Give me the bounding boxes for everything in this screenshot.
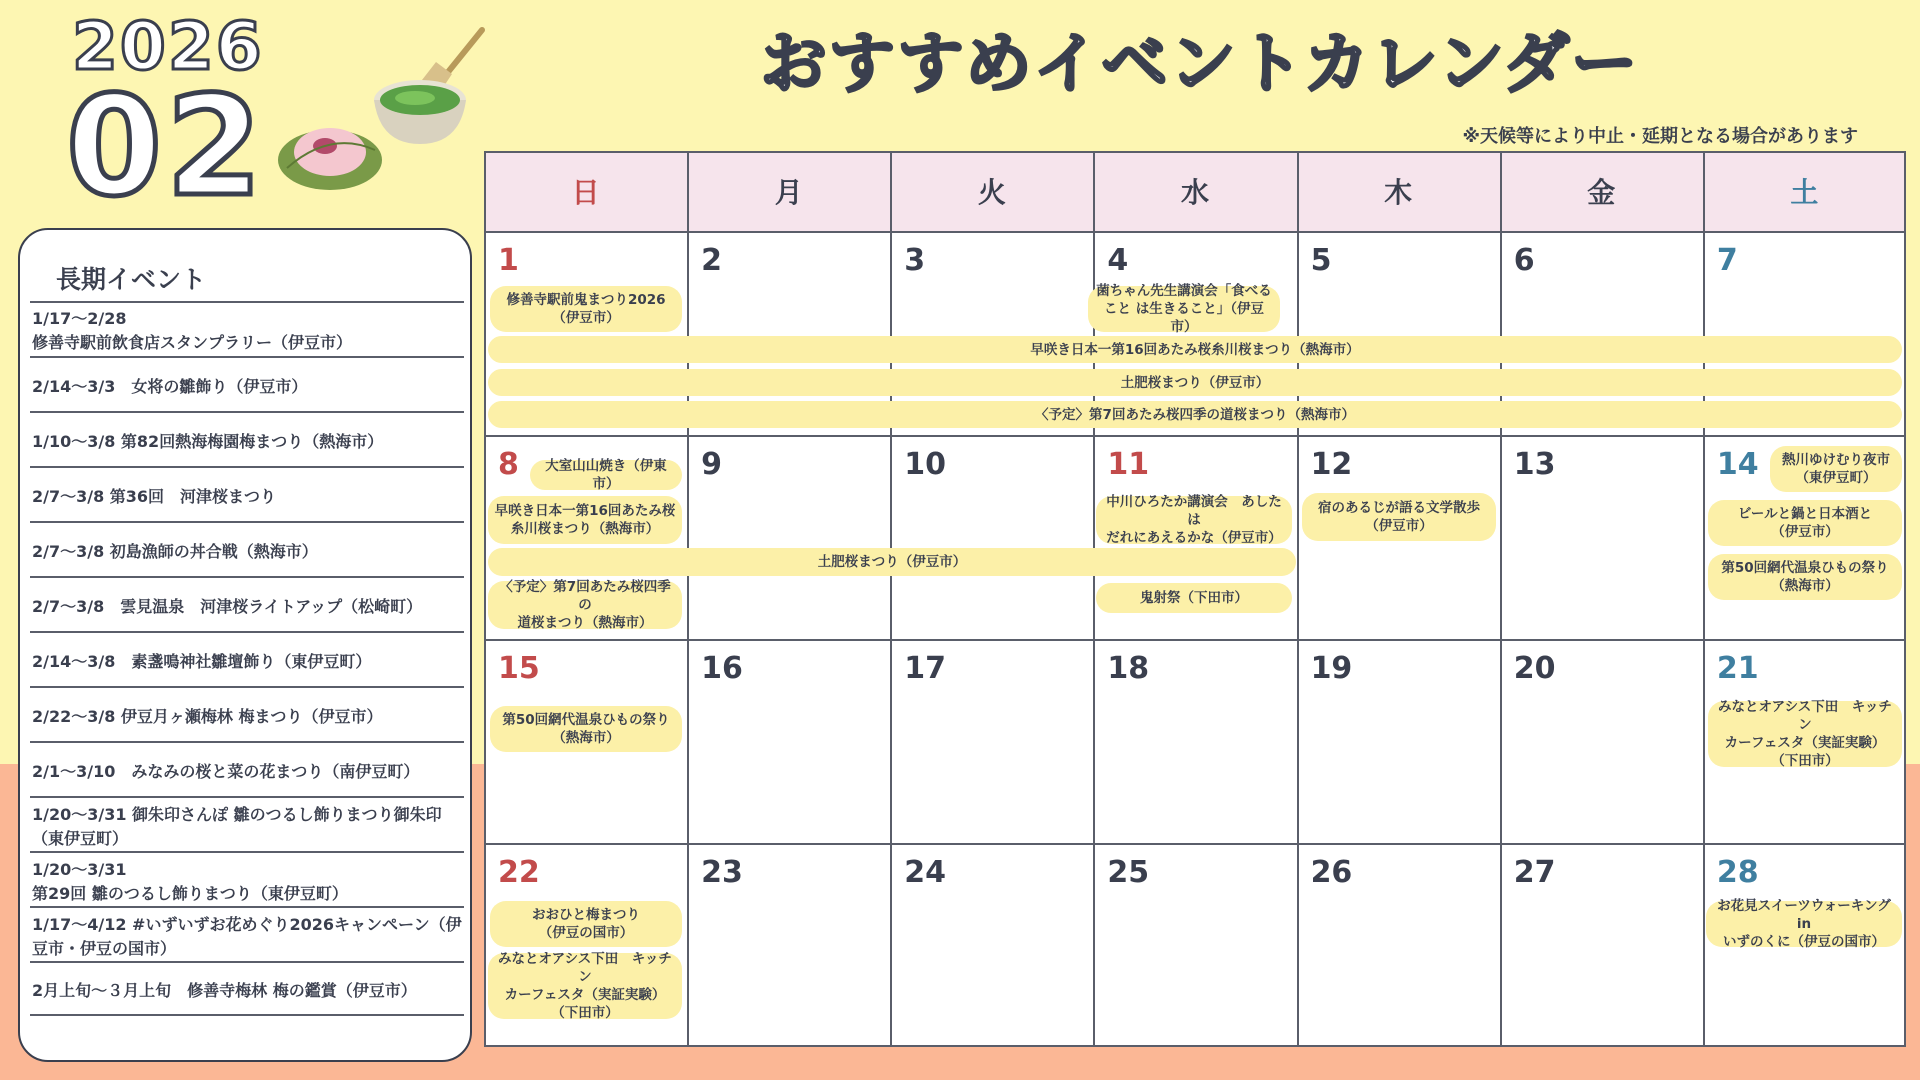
grid-line (890, 151, 892, 1047)
weekday-header: 木 (1297, 151, 1500, 231)
event-label: 菌ちゃん先生講演会「食べること は生きること」（伊豆市） (1088, 286, 1280, 332)
grid-line (484, 231, 1906, 233)
event-label: ビールと鍋と日本酒と （伊豆市） (1708, 500, 1902, 546)
event-label: お花見スイーツウォーキングin いずのくに（伊豆の国市） (1706, 901, 1902, 947)
event-label: 鬼射祭（下田市） (1096, 583, 1292, 613)
day-number: 21 (1716, 651, 1759, 686)
day-number: 22 (498, 855, 540, 890)
grid-line (1703, 151, 1705, 1047)
long-term-event: 2月上旬～３月上旬 修善寺梅林 梅の鑑賞（伊豆市） (30, 961, 464, 1016)
grid-line (1297, 151, 1299, 1047)
event-label: 〈予定〉第7回あたみ桜四季の道桜まつり（熱海市） (488, 401, 1902, 428)
day-number: 24 (904, 855, 947, 890)
event-label: 中川ひろたか講演会 あしたは だれにあえるかな（伊豆市） (1096, 496, 1292, 544)
long-term-event: 2/7～3/8 第36回 河津桜まつり (30, 466, 464, 521)
grid-line (484, 843, 1906, 845)
grid-line (484, 151, 1906, 153)
weekday-header: 金 (1500, 151, 1703, 231)
page-title: おすすめイベントカレンダー (760, 25, 1640, 102)
event-label: 修善寺駅前鬼まつり2026 （伊豆市） (490, 286, 682, 332)
day-number: 13 (1513, 447, 1556, 482)
grid-line (484, 1045, 1906, 1047)
day-number: 14 (1716, 447, 1759, 482)
grid-line (484, 151, 486, 1047)
day-number: 1 (498, 243, 519, 278)
long-term-event: 2/7～3/8 雲見温泉 河津桜ライトアップ（松崎町） (30, 576, 464, 631)
day-number: 27 (1513, 855, 1556, 890)
year-label: 2026 (72, 8, 264, 85)
long-term-event: 2/14～3/8 素盞鳴神社雛壇飾り（東伊豆町） (30, 631, 464, 686)
day-number: 5 (1310, 243, 1332, 278)
event-label: 土肥桜まつり（伊豆市） (488, 369, 1902, 396)
weekday-header: 火 (890, 151, 1093, 231)
event-label: 早咲き日本一第16回あたみ桜糸川桜まつり（熱海市） (488, 336, 1902, 363)
day-number: 9 (701, 447, 723, 482)
long-term-event: 1/10～3/8 第82回熱海梅園梅まつり（熱海市） (30, 411, 464, 466)
weekday-header: 土 (1703, 151, 1906, 231)
month-label: 02 (66, 66, 267, 227)
long-term-event: 2/1～3/10 みなみの桜と菜の花まつり（南伊豆町） (30, 741, 464, 796)
event-label: 熱川ゆけむり夜市 （東伊豆町） (1770, 446, 1902, 492)
event-label: 第50回網代温泉ひもの祭り （熱海市） (490, 706, 682, 752)
day-number: 18 (1107, 651, 1150, 686)
long-term-event: 2/22～3/8 伊豆月ヶ瀬梅林 梅まつり（伊豆市） (30, 686, 464, 741)
grid-line (1904, 151, 1906, 1047)
long-term-event: 1/17～2/28 修善寺駅前飲食店スタンプラリー（伊豆市） (30, 301, 464, 356)
grid-line (1500, 151, 1502, 1047)
day-number: 15 (498, 651, 540, 686)
day-number: 4 (1107, 243, 1129, 278)
event-label: 土肥桜まつり（伊豆市） (488, 548, 1296, 576)
long-term-event: 1/20～3/31 御朱印さんぽ 雛のつるし飾りまつり御朱印（東伊豆町） (30, 796, 464, 851)
long-term-events-list (30, 301, 464, 1016)
day-number: 23 (701, 855, 743, 890)
weekday-header: 水 (1093, 151, 1296, 231)
grid-line (484, 639, 1906, 641)
day-number: 25 (1107, 855, 1150, 890)
day-number: 10 (904, 447, 947, 482)
day-number: 28 (1716, 855, 1759, 890)
weekday-header: 日 (484, 151, 687, 231)
long-term-event: 1/17～4/12 #いずいずお花めぐり2026キャンペーン（伊豆市・伊豆の国市） (30, 906, 464, 961)
event-label: おおひと梅まつり （伊豆の国市） (490, 901, 682, 947)
event-label: 大室山山焼き（伊東市） (530, 460, 682, 490)
event-label: 宿のあるじが語る文学散歩 （伊豆市） (1302, 493, 1496, 541)
long-term-events-panel (18, 228, 472, 1062)
day-number: 2 (701, 243, 723, 278)
long-term-event: 1/20～3/31 第29回 雛のつるし飾りまつり（東伊豆町） (30, 851, 464, 906)
long-term-event: 2/14～3/3 女将の雛飾り（伊豆市） (30, 356, 464, 411)
event-label: 〈予定〉第7回あたみ桜四季の 道桜まつり（熱海市） (488, 581, 682, 629)
day-number: 12 (1310, 447, 1353, 482)
event-label: みなとオアシス下田 キッチン カーフェスタ（実証実験） （下田市） (1708, 701, 1902, 767)
day-number: 6 (1513, 243, 1535, 278)
calendar-grid (484, 151, 1906, 1047)
long-term-events-title: 長期イベント (56, 265, 207, 294)
day-number: 16 (701, 651, 743, 686)
day-number: 19 (1310, 651, 1353, 686)
day-number: 8 (498, 447, 519, 482)
day-number: 11 (1107, 447, 1150, 482)
weather-notice: ※天候等により中止・延期となる場合があります (1462, 126, 1858, 147)
day-number: 26 (1310, 855, 1353, 890)
event-label: 第50回網代温泉ひもの祭り （熱海市） (1708, 554, 1902, 600)
day-number: 20 (1513, 651, 1556, 686)
long-term-event: 2/7～3/8 初島漁師の丼合戦（熱海市） (30, 521, 464, 576)
sakura-mochi-illustration (275, 110, 385, 195)
weekday-header: 月 (687, 151, 890, 231)
grid-line (484, 435, 1906, 437)
event-label: 早咲き日本一第16回あたみ桜 糸川桜まつり（熱海市） (488, 496, 682, 544)
day-number: 3 (904, 243, 926, 278)
day-number: 7 (1716, 243, 1738, 278)
grid-line (687, 151, 689, 1047)
day-number: 17 (904, 651, 947, 686)
event-label: みなとオアシス下田 キッチン カーフェスタ（実証実験） （下田市） (488, 953, 682, 1019)
